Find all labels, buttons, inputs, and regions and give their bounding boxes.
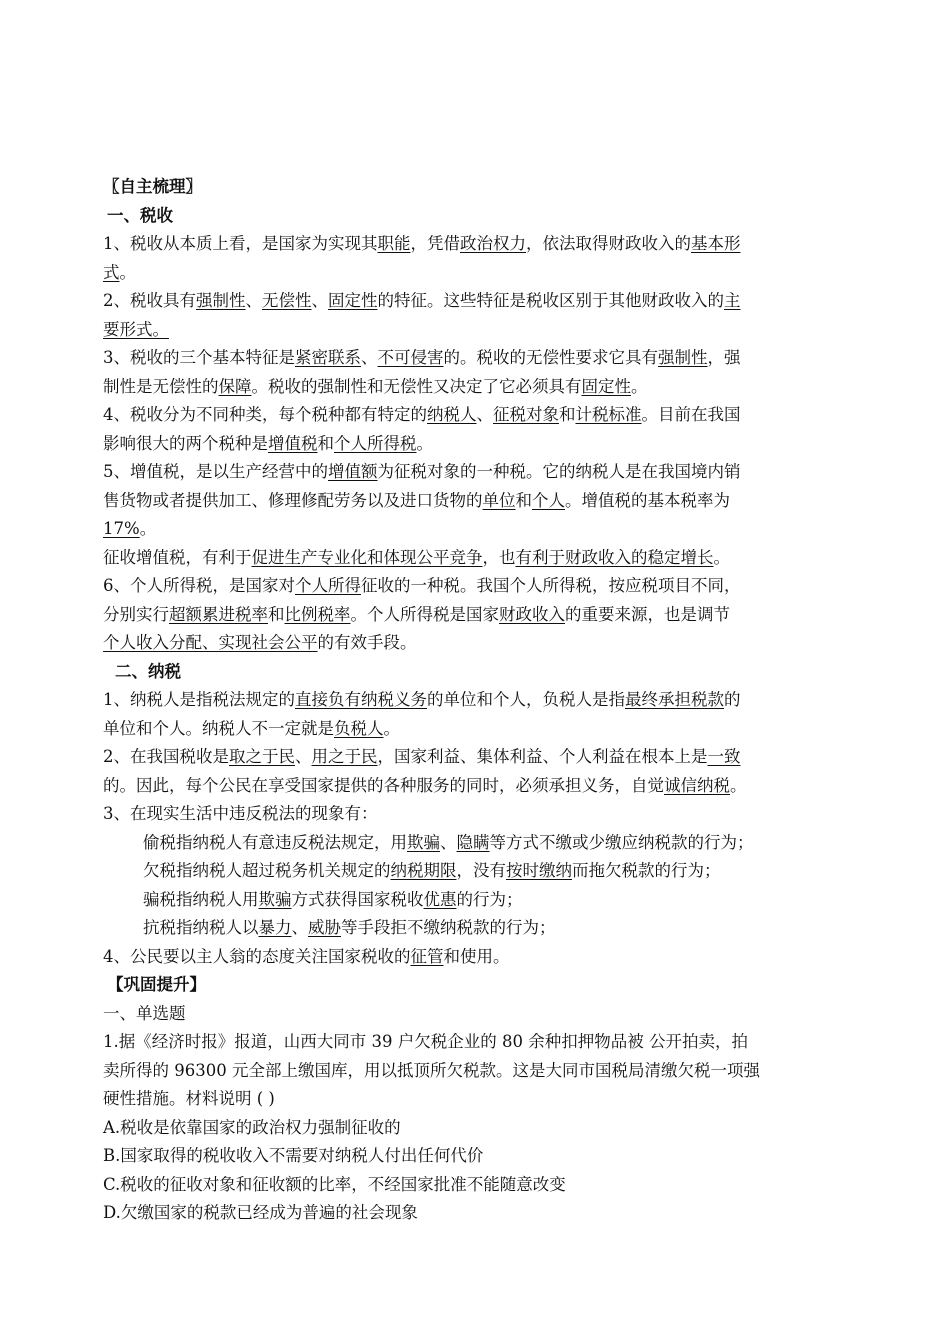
text-segment: 抗税指纳税人以 [143,918,259,937]
text-segment: 、 [440,832,457,852]
text-segment: 4、税收分为不同种类，每个税种都有特定的 [103,405,427,424]
text-segment: 征收增值税，有利于 [103,547,252,567]
text-segment: 分别实行 [103,604,169,624]
text-line [103,230,853,259]
text-segment: B.国家取得的税收收入不需要对纳税人付出任何代价 [103,1146,484,1165]
text-segment: 2、税收具有 [103,291,196,310]
text-segment: A.税收是依靠国家的政治权力强制征收的 [103,1117,401,1137]
text-segment: 一、单选题 [103,1003,186,1023]
answer-blank: 主 [724,291,741,310]
answer-blank: 基本形 [691,234,741,253]
text-segment: 。税收的强制性和无偿性又决定了它必须具有 [251,376,582,396]
text-segment: 。 [139,519,157,538]
text-line [103,1085,853,1114]
text-line [103,629,853,658]
text-segment: 、 [476,405,493,424]
text-segment: 1、税收从本质上看，是国家为实现其 [103,234,378,253]
answer-blank: 财政收入 [499,604,565,624]
text-line [103,1028,853,1057]
answer-blank: 无偿性 [262,291,312,310]
text-segment: ，没有 [456,861,506,880]
answer-blank: 政治权力 [460,234,526,253]
text-segment: 的。税收的无偿性要求它具有 [443,348,658,367]
text-segment: ，强 [707,348,741,367]
text-segment: 1、纳税人是指税法规定的 [103,690,295,709]
answer-blank: 固定性 [581,376,631,396]
text-segment: 的特征。这些特征是税收区别于其他财政收入的 [377,291,724,310]
text-line [103,544,853,573]
answer-blank: 促进生产专业化和体现公平竞争 [251,547,483,567]
document-body [103,173,853,1228]
text-segment: 。 [383,718,400,738]
answer-blank: 用之于民 [311,747,378,766]
text-segment: 。 [730,775,747,795]
text-line [103,857,853,886]
text-segment: 1.据《经济时报》报道，山西大同市 39 户欠税企业的 80 余种扣押物品被 公开拍卖，拍 [103,1032,748,1051]
text-segment: 影响很大的两个税种是 [103,433,268,453]
answer-blank: 个人收入分配、实现社会公平 [103,633,318,652]
text-segment: 3、在现实生活中违反税法的现象有： [103,804,378,823]
text-line [103,943,853,972]
text-line [103,401,853,430]
answer-blank: 征税对象 [493,405,559,424]
text-line [103,601,853,630]
answer-blank: 纳税期限 [390,861,457,880]
text-segment: 骗税指纳税人用 [143,889,259,909]
text-segment: 。 [631,376,648,396]
answer-blank: 按时缴纳 [506,861,572,880]
section-title: 【巩固提升】 [107,975,206,994]
text-segment: 方式获得国家税收 [291,889,424,909]
answer-blank: 个人所得税 [334,433,417,453]
text-segment: 的重要来源，也是调节 [565,604,730,624]
answer-blank: 暴力 [258,918,292,937]
text-line [103,743,853,772]
text-segment: C.税收的征收对象和征收额的比率，不经国家批准不能随意改变 [103,1174,566,1194]
answer-blank: 增值税 [268,433,318,453]
text-segment: 、 [361,348,378,367]
answer-blank: 个人所得 [295,576,361,595]
text-segment: 偷税指纳税人有意违反税法规定，用 [143,832,407,852]
text-segment: 、 [291,918,308,937]
text-segment: 。增值税的基本税率为 [565,490,730,510]
answer-blank: 取之于民 [229,747,295,766]
text-line [103,772,853,801]
answer-blank: 欺骗 [258,889,292,909]
text-segment: 和 [268,604,285,624]
text-segment: 的。因此，每个公民在享受国家提供的各种服务的同时，必须承担义务，自觉 [103,775,664,795]
section-title: 一、税收 [107,205,173,225]
text-line [103,458,853,487]
text-line [103,1000,853,1029]
text-segment: 。个人所得税是国家 [350,604,499,624]
text-line [103,259,853,288]
text-segment: ，国家利益、集体利益、个人利益在根本上是 [377,747,708,766]
answer-blank: 诚信纳税 [664,775,730,795]
answer-blank: 个人 [532,490,565,510]
text-segment: 硬性措施。材料说明 ( ) [103,1089,275,1108]
section-title: 二、纳税 [115,661,181,681]
answer-blank: 要形式。 [103,319,169,339]
text-segment: 和 [515,490,532,510]
answer-blank: 不可侵害 [377,348,444,367]
answer-blank: 保障 [218,376,252,396]
text-segment: 而拖欠税款的行为； [572,861,721,880]
section-heading: 〖自主梳理〗 [103,177,202,196]
answer-blank: 超额累进税率 [169,604,268,624]
answer-blank: 职能 [377,234,411,253]
text-segment: 、 [295,747,312,766]
text-line [103,287,853,316]
text-line [103,715,853,744]
text-segment: 和 [317,433,334,453]
answer-blank: 有利于财政收入的稳定增长 [515,547,714,567]
text-line [103,800,853,829]
text-segment: ，凭借 [410,234,460,253]
answer-blank: 直接负有纳税义务 [295,690,427,709]
text-line [103,914,853,943]
text-segment: 和 [559,405,576,424]
answer-blank: 一致 [707,747,741,766]
text-line [103,686,853,715]
sections-container [103,202,853,1228]
text-line [103,1171,853,1200]
answer-blank: 固定性 [328,291,378,310]
text-segment: 等手段拒不缴纳税款的行为； [341,918,556,937]
text-segment: 售货物或者提供加工、修理修配劳务以及进口货物的 [103,490,483,510]
text-segment: 、 [311,291,328,310]
text-segment: 欠税指纳税人超过税务机关规定的 [143,861,391,880]
answer-blank: 最终承担税款 [625,690,724,709]
text-segment: 和使用。 [443,946,510,966]
answer-blank: 强制性 [196,291,246,310]
text-line [103,515,853,544]
text-segment: 6、个人所得税，是国家对 [103,576,295,595]
answer-blank: 隐瞒 [456,832,490,852]
text-line [103,829,853,858]
text-segment: 卖所得的 96300 元全部上缴国库，用以抵顶所欠税款。这是大同市国税局清缴欠税一项强 [103,1060,760,1080]
answer-blank: 单位 [482,490,516,510]
text-segment: 的行为； [456,889,523,909]
answer-blank: 纳税人 [427,405,477,424]
text-line [103,1114,853,1143]
answer-blank: 优惠 [423,889,457,909]
answer-blank: 负税人 [334,718,384,738]
text-segment: 5、增值税，是以生产经营中的 [103,462,328,481]
text-segment: 。 [119,262,136,282]
text-line [103,344,853,373]
text-segment: 的有效手段。 [317,633,417,652]
text-segment: 单位和个人。纳税人不一定就是 [103,718,334,738]
text-segment: 4、公民要以主人翁的态度关注国家税收的 [103,946,411,966]
text-segment: D.欠缴国家的税款已经成为普遍的社会现象 [103,1203,418,1222]
text-segment: 为征税对象的一种税。它的纳税人是在我国境内销 [377,462,741,481]
text-segment: 3、税收的三个基本特征是 [103,348,295,367]
answer-blank: 比例税率 [284,604,351,624]
text-segment: 。 [713,547,730,567]
answer-blank: 增值额 [328,462,378,481]
text-segment: 。 [416,433,433,453]
text-segment: ，依法取得财政收入的 [526,234,691,253]
text-segment: 。目前在我国 [641,405,741,424]
text-segment: 的单位和个人，负税人是指 [427,690,625,709]
text-line [103,487,853,516]
answer-blank: 欺骗 [407,832,440,852]
answer-blank: 17% [103,519,140,538]
text-line [103,886,853,915]
answer-blank: 威胁 [308,918,341,937]
text-line [103,430,853,459]
text-segment: 、 [245,291,262,310]
answer-blank: 式 [103,262,120,282]
text-segment: 制性是无偿性的 [103,376,219,396]
text-line [103,1199,853,1228]
text-line [103,1057,853,1086]
text-segment: ，也 [482,547,516,567]
text-line [103,316,853,345]
text-segment: 征收的一种税。我国个人所得税，按应税项目不同， [361,576,741,595]
text-line [103,572,853,601]
answer-blank: 征管 [410,946,444,966]
text-segment: 等方式不缴或少缴应纳税款的行为； [489,832,754,852]
text-segment: 2、在我国税收是 [103,747,229,766]
answer-blank: 计税标准 [575,405,642,424]
text-line [103,1142,853,1171]
answer-blank: 强制性 [658,348,708,367]
text-segment: 的 [724,690,741,709]
answer-blank: 紧密联系 [295,348,361,367]
text-line [103,373,853,402]
